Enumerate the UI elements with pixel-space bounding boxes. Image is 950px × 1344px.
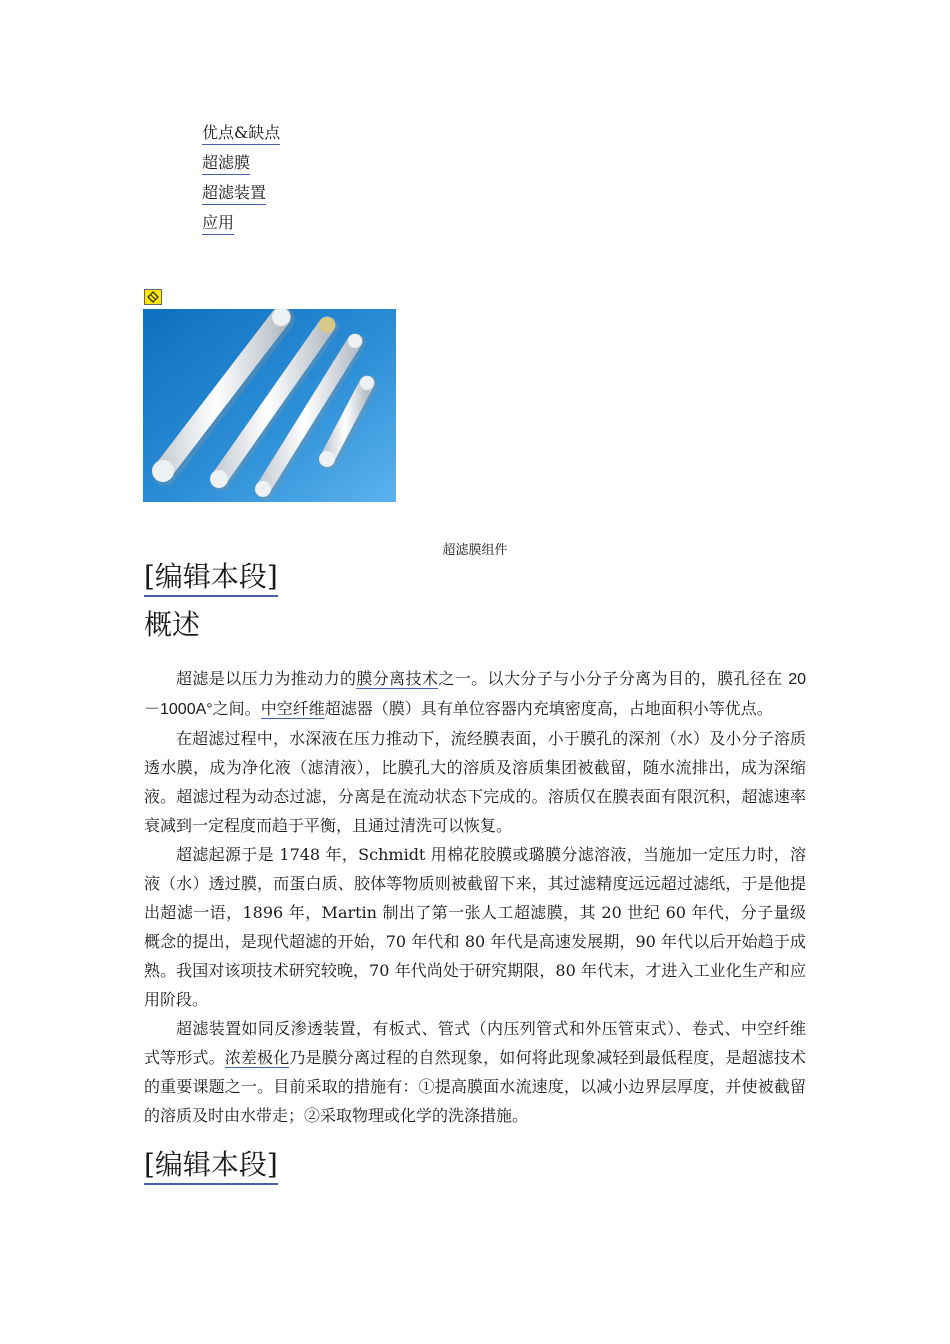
paragraph-3: 超滤起源于是 1748 年，Schmidt 用棉花胶膜或璐膜分滤溶液，当施加一定压力时，溶液（水）透过膜，而蛋白质、胶体等物质则被截留下来，其过滤精度远远超过滤纸，于是他提出超滤一语，1896 年，Martin 制出了第一张人工超滤膜，其 20 世纪 60 年代，分子量级概念的提出，是现代超滤的开始，70 年代和 80 年代是高速发展期，90 年代以后开始趋于成熟。我国对该项技术研究较晚，70 年代尚处于研究期限，80 年代末，才进入工业化生产和应用阶段。 (144, 845, 806, 1009)
toc-link-uf-membrane[interactable]: 超滤膜 (202, 152, 250, 175)
link-membrane-separation[interactable]: 膜分离技术 (356, 669, 439, 688)
edit-section-link-2[interactable]: [编辑本段] (144, 1148, 278, 1185)
edit-section-link[interactable]: [编辑本段] (144, 560, 278, 597)
table-of-contents (202, 122, 280, 242)
section-body (144, 664, 806, 1130)
link-concentration-polarization[interactable]: 浓差极化 (224, 1048, 290, 1067)
toc-link-pros-cons[interactable]: 优点&缺点 (202, 122, 280, 145)
toc-link-applications[interactable]: 应用 (202, 212, 234, 235)
link-hollow-fiber[interactable]: 中空纤维 (260, 699, 325, 718)
paragraph-1: 超滤是以压力为推动力的膜分离技术之一。以大分子与小分子分离为目的，膜孔径在 20－1000A°之间。中空纤维超滤器（膜）具有单位容器内充填密度高，占地面积小等优点。 (144, 669, 806, 718)
paragraph-2: 在超滤过程中，水深液在压力推动下，流经膜表面，小于膜孔的深剂（水）及小分子溶质透水膜，成为净化液（滤清液），比膜孔大的溶质及溶质集团被截留，随水流排出，成为深缩液。超滤过程为动态过滤，分离是在流动状态下完成的。溶质仅在膜表面有限沉积，超滤速率衰减到一定程度而趋于平衡，且通过清洗可以恢复。 (144, 729, 806, 835)
paragraph-4: 超滤装置如同反渗透装置，有板式、管式（内压列管式和外压管束式）、卷式、中空纤维式等形式。浓差极化乃是膜分离过程的自然现象，如何将此现象减轻到最低程度，是超滤技术的重要课题之一。目前采取的措施有：①提高膜面水流速度，以减小边界层厚度，并使被截留的溶质及时由水带走；②采取物理或化学的洗涤措施。 (144, 1019, 806, 1125)
toc-link-uf-device[interactable]: 超滤装置 (202, 182, 266, 205)
image-icon[interactable] (144, 289, 162, 305)
uf-membrane-module-photo[interactable] (143, 309, 396, 502)
section-title: 概述 (144, 608, 201, 641)
figure-caption: 超滤膜组件 (442, 543, 508, 558)
